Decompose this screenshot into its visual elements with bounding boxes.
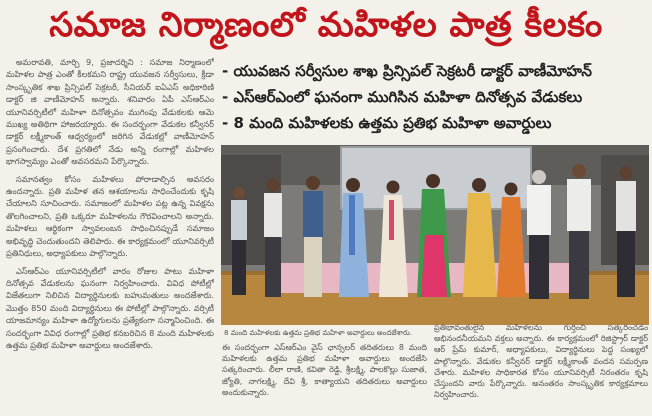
article-column-middle [222, 342, 427, 406]
article-column-left [6, 56, 214, 401]
article-column-right [434, 322, 648, 406]
paragraph: ప్రతిభావంతులైన మహిళలను గుర్తించి సత్కరించడం అభినందనీయమని వక్తలు అన్నారు. ఈ కార్యక్రమంలో రిజిస్ట్రార్ డాక్టర్ ఆర్ ప్రేమ్ కుమార్, అధ్యాపకులు, విద్యార్థినులు పెద్ద సంఖ్యలో పాల్గొన్నారు. వేడుకల కన్వీనర్ డాక్టర్ లక్ష్మీకాంత్ వందన సమర్పణ చేశారు. మహిళల సాధికారత కోసం యూనివర్సిటీ నిరంతరం కృషి చేస్తుందని వారు పేర్కొన్నారు. అనంతరం సాంస్కృతిక కార్యక్రమాలు నిర్వహించారు. [434, 323, 648, 400]
group-photo-image [221, 145, 649, 325]
subheadline-decks [222, 58, 650, 138]
headline: సమాజ నిర్మాణంలో మహిళల పాత్ర కీలకం [49, 5, 603, 45]
paragraph: ఎస్ఆర్ఎం యూనివర్సిటీలో వారం రోజుల పాటు మహిళా దినోత్సవ వేడుకలను ఘనంగా నిర్వహించారు. వివిధ పోటీల్లో విజేతలుగా నిలిచిన విద్యార్థినులకు బహుమతులు అందజేశారు. మొత్తం 850 మంది విద్యార్థినులు ఈ పోటీల్లో పాల్గొన్నారు. వర్సిటీ యాజమాన్యం మహిళా ఉద్యోగులను ప్రత్యేకంగా సన్మానించింది. ఈ సందర్భంగా వివిధ రంగాల్లో ప్రతిభ కనబరిచిన 8 మంది మహిళలకు ఉత్తమ ప్రతిభ మహిళా అవార్డులు అందజేశారు. [6, 265, 214, 350]
deck-line: - 8 మంది మహిళలకు ఉత్తమ ప్రతిభ మహిళా అవార్డులు [222, 114, 552, 132]
news-photo [221, 145, 649, 325]
photo-caption: 8 మంది మహిళలకు ఉత్తమ ప్రతిభ మహిళా అవార్డులు అందజేశారు. [224, 328, 413, 337]
paragraph: ఈ సందర్భంగా ఎస్ఆర్ఎం వైస్ ఛాన్సలర్ తదితరులు 8 మంది మహిళలకు ఉత్తమ ప్రతిభ మహిళా అవార్డులు అందజేసి సత్కరించారు. లీలా రాణి, కవితా రెడ్డి, శ్రీలక్ష్మి, పాలకొల్లు సుజాత, జ్యోతి, నాగలక్ష్మి, దేవి శ్రీ, కాత్యాయని తదితరులు అవార్డులు అందుకున్నారు. [222, 343, 427, 397]
paragraph: అమరావతి, మార్చి 9, ప్రజాదర్శిని : సమాజ నిర్మాణంలో మహిళల పాత్ర ఎంతో కీలకమని రాష్ట్ర యువజన సర్వీసులు, క్రీడా సాంస్కృతిక శాఖ ప్రిన్సిపల్ సెక్రటరీ, సీనియర్ ఐఏఎస్ అధికారిణి డాక్టర్ జి వాణీమోహన్ అన్నారు. శనివారం ఏపీ ఎస్ఆర్ఎం యూనివర్సిటీలో మహిళా దినోత్సవం ముగింపు వేడుకలకు ఆమె ముఖ్య అతిథిగా హాజరయ్యారు. ఈ సందర్భంగా వేడుకల కన్వీనర్ డాక్టర్ లక్ష్మీకాంత్ ఆధ్వర్యంలో జరిగిన వేడుకల్లో వాణీమోహన్ ప్రసంగించారు. దేశ ప్రగతిలో నేడు అన్ని రంగాల్లో మహిళల భాగస్వామ్యం ఎంతో అవసరమని పేర్కొన్నారు. [6, 57, 214, 167]
deck-line: - యువజన సర్వీసుల శాఖ ప్రిన్సిపల్ సెక్రటరీ డాక్టర్ వాణీమోహన్ [222, 62, 592, 80]
deck-line: - ఎస్ఆర్ఎంలో ఘనంగా ముగిసిన మహిళా దినోత్సవ వేడుకలు [222, 88, 583, 106]
paragraph: సమానత్వం కోసం మహిళలు పోరాడాల్సిన అవసరం ఉందన్నారు. ప్రతి మహిళ తన ఆశయాలను సాధించేందుకు కృషి చేయాలని సూచించారు. సమాజంలో మహిళల పట్ల ఉన్న వివక్షను తొలగించాలని, ప్రతి ఒక్కరూ మహిళలను గౌరవించాలని అన్నారు. మహిళలు ఆర్థికంగా స్వావలంబన సాధించినప్పుడే సమాజం అభివృద్ధి చెందుతుందని తెలిపారు. ఈ కార్యక్రమంలో యూనివర్సిటీ ప్రతినిధులు, అధ్యాపకులు పాల్గొన్నారు. [6, 173, 214, 259]
